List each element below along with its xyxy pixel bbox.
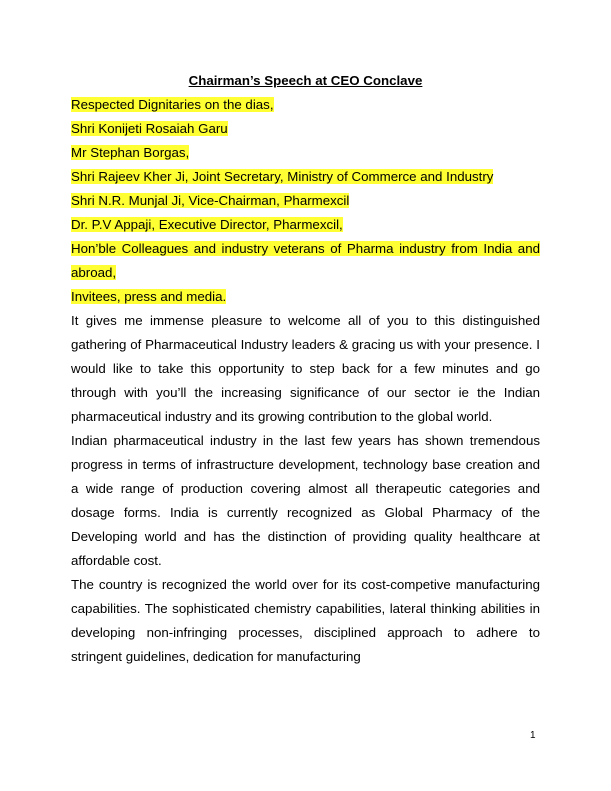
salutation-text: Mr Stephan Borgas,: [71, 145, 190, 160]
salutation-text: Shri Konijeti Rosaiah Garu: [71, 121, 228, 136]
body-paragraph: It gives me immense pleasure to welcome all of you to this distinguished gathering of Pharmaceutical Industry leaders & gracing us with your presence. I would like to take this opportunity to step back for a few minutes and go through with you’ll the increasing significance of our sector ie the Indian pharmaceutical industry and its growing contribution to the global world.: [71, 313, 540, 424]
salutation-text: Shri Rajeev Kher Ji, Joint Secretary, Ministry of Commerce and Industry: [71, 169, 494, 184]
document-title: Chairman’s Speech at CEO Conclave: [188, 73, 423, 88]
page-number: 1: [530, 730, 536, 741]
salutation-invitees: [71, 285, 540, 309]
salutation-invitees-text: Invitees, press and media.: [71, 289, 227, 304]
salutation-line: [71, 93, 540, 117]
salutation-colleagues: [71, 237, 540, 285]
salutation-colleagues-text: Hon’ble Colleagues and industry veterans of Pharma industry from India and abroad,: [71, 241, 540, 280]
salutation-text: Respected Dignitaries on the dias,: [71, 97, 274, 112]
salutation-line: [71, 117, 540, 141]
salutation-text: Dr. P.V Appaji, Executive Director, Pharmexcil,: [71, 217, 343, 232]
salutation-line: [71, 141, 540, 165]
salutation-line: [71, 213, 540, 237]
salutation-line: [71, 165, 540, 189]
document-page: [71, 69, 540, 669]
body-paragraph: Indian pharmaceutical industry in the last few years has shown tremendous progress in terms of infrastructure development, technology base creation and a wide range of production covering almost all therapeutic categories and dosage forms. India is currently recognized as Global Pharmacy of the Developing world and has the distinction of providing quality healthcare at affordable cost.: [71, 433, 540, 568]
salutation-text: Shri N.R. Munjal Ji, Vice-Chairman, Pharmexcil: [71, 193, 350, 208]
body-paragraph: The country is recognized the world over for its cost-competive manufacturing capabilities. The sophisticated chemistry capabilities, lateral thinking abilities in developing non-infringing processes, disciplined approach to adhere to stringent guidelines, dedication for manufacturing: [71, 577, 540, 664]
salutation-line: [71, 189, 540, 213]
